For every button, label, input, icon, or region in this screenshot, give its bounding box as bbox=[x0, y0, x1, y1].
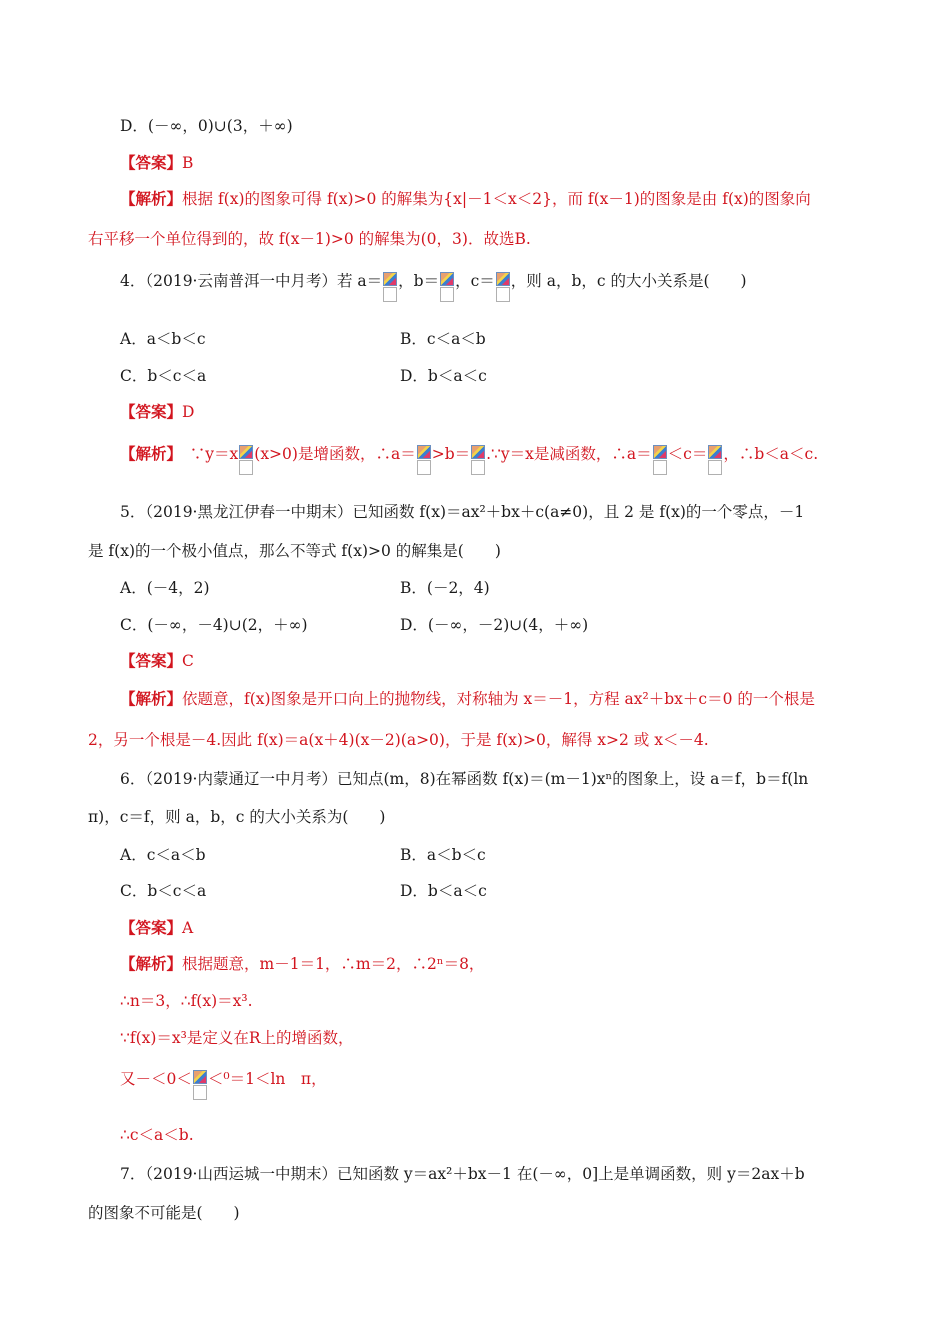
q5-option-b: B．(－2，4) bbox=[400, 579, 490, 597]
q7-stem-line1: 7．（2019·山西运城一中期末）已知函数 y＝ax²＋bx－1 在(－∞，0]上是单调函数，则 y＝2ax＋b bbox=[120, 1165, 805, 1183]
analysis-tag: 【解析】 bbox=[120, 444, 175, 463]
q4-stem-part: ，c＝ bbox=[455, 272, 495, 290]
q6-option-d: D．b＜a＜c bbox=[400, 882, 487, 900]
q5-answer bbox=[120, 650, 194, 672]
formula-image-icon bbox=[708, 445, 722, 475]
analysis-text: 根据题意，m－1＝1，∴m＝2，∴2ⁿ＝8， bbox=[182, 955, 485, 973]
q6-option-a: A．c＜a＜b bbox=[120, 846, 206, 864]
analysis-text: .∵y＝x是减函数，∴a＝ bbox=[486, 445, 652, 463]
q5-analysis-line1 bbox=[120, 688, 815, 710]
formula-image-icon bbox=[193, 1070, 207, 1100]
q3-option-d: D．(－∞，0)∪(3，＋∞) bbox=[120, 117, 293, 135]
q6-stem-line2: π)，c＝f，则 a，b，c 的大小关系为( ) bbox=[88, 808, 386, 826]
answer-tag: 【答案】 bbox=[120, 651, 183, 670]
answer-tag: 【答案】 bbox=[120, 918, 183, 937]
q4-option-a: A．a＜b＜c bbox=[120, 330, 206, 348]
analysis-text: ＜⁰＝1＜ln π， bbox=[207, 1070, 327, 1088]
formula-image-icon bbox=[383, 272, 397, 302]
q5-option-a: A．(－4，2) bbox=[120, 579, 210, 597]
answer-value: C bbox=[182, 652, 194, 670]
q4-option-d: D．b＜a＜c bbox=[400, 367, 487, 385]
formula-image-icon bbox=[440, 272, 454, 302]
q6-analysis-line4 bbox=[120, 1068, 327, 1100]
q6-analysis-line3: ∵f(x)＝x³是定义在R上的增函数， bbox=[120, 1029, 354, 1047]
q4-stem bbox=[120, 270, 747, 302]
q4-stem-part: 4．（2019·云南普洱一中月考）若 a＝ bbox=[120, 272, 383, 290]
q4-stem-part: ，则 a，b，c 的大小关系是( ) bbox=[510, 272, 747, 290]
formula-image-icon bbox=[471, 445, 485, 475]
q3-analysis-line2: 右平移一个单位得到的，故 f(x－1)>0 的解集为(0，3)．故选B. bbox=[88, 230, 531, 248]
analysis-tag: 【解析】 bbox=[120, 189, 183, 208]
analysis-text: ，∴b＜a＜c. bbox=[723, 445, 819, 463]
analysis-text: 依题意，f(x)图象是开口向上的抛物线，对称轴为 x＝－1，方程 ax²＋bx＋c＝0 的一个根是 bbox=[182, 690, 815, 708]
q5-analysis-line2: 2，另一个根是－4.因此 f(x)＝a(x＋4)(x－2)(a>0)，于是 f(x)>0，解得 x>2 或 x＜－4. bbox=[88, 731, 709, 749]
q7-stem-line2: 的图象不可能是( ) bbox=[88, 1204, 240, 1222]
q6-analysis-line5: ∴c＜a＜b. bbox=[120, 1126, 194, 1144]
q5-option-c: C．(－∞，－4)∪(2，＋∞) bbox=[120, 616, 308, 634]
analysis-text: ＜c＝ bbox=[667, 445, 708, 463]
q6-option-b: B．a＜b＜c bbox=[400, 846, 486, 864]
analysis-tag: 【解析】 bbox=[120, 954, 183, 973]
q6-analysis-line2: ∴n＝3，∴f(x)＝x³. bbox=[120, 992, 253, 1010]
q4-analysis bbox=[120, 443, 818, 475]
answer-tag: 【答案】 bbox=[120, 153, 183, 172]
analysis-text: ∵y＝x bbox=[174, 445, 239, 463]
answer-value: B bbox=[182, 154, 194, 172]
analysis-text: (x>0)是增函数，∴a＝ bbox=[254, 445, 416, 463]
q4-stem-part: ，b＝ bbox=[398, 272, 440, 290]
answer-tag: 【答案】 bbox=[120, 402, 183, 421]
q4-answer bbox=[120, 401, 194, 423]
formula-image-icon bbox=[653, 445, 667, 475]
q6-analysis-line1 bbox=[120, 953, 484, 975]
analysis-text: 根据 f(x)的图象可得 f(x)>0 的解集为{x|－1＜x＜2}，而 f(x－1)的图象是由 f(x)的图象向 bbox=[182, 190, 811, 208]
answer-value: A bbox=[182, 919, 194, 937]
formula-image-icon bbox=[239, 445, 253, 475]
q6-answer bbox=[120, 917, 193, 939]
answer-value: D bbox=[182, 403, 195, 421]
q4-option-c: C．b＜c＜a bbox=[120, 367, 207, 385]
q6-option-c: C．b＜c＜a bbox=[120, 882, 207, 900]
q6-stem-line1: 6．（2019·内蒙通辽一中月考）已知点(m，8)在幂函数 f(x)＝(m－1)xⁿ的图象上，设 a＝f，b＝f(ln bbox=[120, 770, 809, 788]
formula-image-icon bbox=[496, 272, 510, 302]
formula-image-icon bbox=[417, 445, 431, 475]
q4-option-b: B．c＜a＜b bbox=[400, 330, 486, 348]
q5-stem-line2: 是 f(x)的一个极小值点，那么不等式 f(x)>0 的解集是( ) bbox=[88, 542, 501, 560]
analysis-tag: 【解析】 bbox=[120, 689, 183, 708]
q3-answer bbox=[120, 152, 193, 174]
q5-option-d: D．(－∞，－2)∪(4，＋∞) bbox=[400, 616, 589, 634]
q5-stem-line1: 5．（2019·黑龙江伊春一中期末）已知函数 f(x)＝ax²＋bx＋c(a≠0)，且 2 是 f(x)的一个零点，－1 bbox=[120, 503, 805, 521]
analysis-text: >b＝ bbox=[431, 445, 471, 463]
analysis-text: 又－＜0＜ bbox=[120, 1070, 192, 1088]
q3-analysis-line1 bbox=[120, 188, 811, 210]
